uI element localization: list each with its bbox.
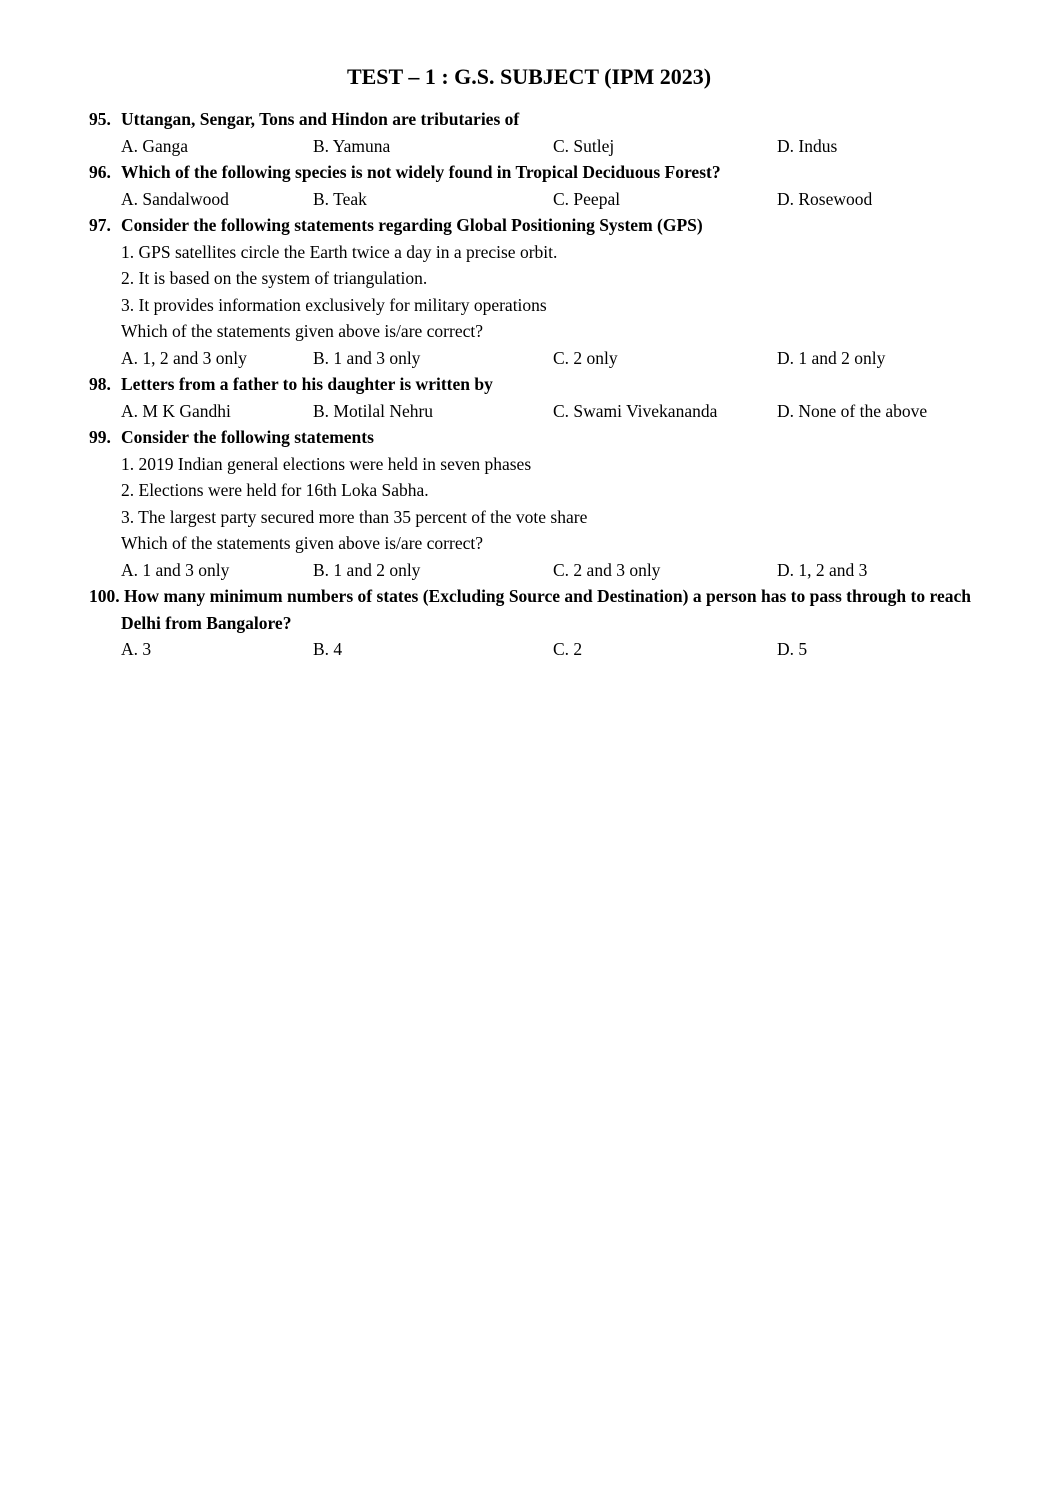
question-96 <box>89 159 971 212</box>
option-b: B. 1 and 3 only <box>313 347 421 368</box>
statement: 2. Elections were held for 16th Loka Sabha. <box>121 480 429 500</box>
option-c: C. 2 <box>553 639 583 659</box>
question-number: 97. <box>89 215 111 235</box>
option-a: A. 1 and 3 only <box>121 559 230 580</box>
option-d: D. 1 and 2 only <box>777 347 886 368</box>
options-row <box>89 133 971 160</box>
question-number: 96. <box>89 162 111 182</box>
question-number: 95. <box>89 109 111 129</box>
question-stem <box>89 424 971 451</box>
question-97 <box>89 212 971 371</box>
options-row <box>89 186 971 213</box>
question-number: 100. <box>89 586 120 606</box>
question-prompt: Which of the statements given above is/are correct? <box>121 533 483 553</box>
option-c: C. Peepal <box>553 188 621 209</box>
option-c: C. 2 and 3 only <box>553 559 661 580</box>
question-text: Letters from a father to his daughter is written by <box>121 374 493 394</box>
option-b: B. Motilal Nehru <box>313 400 434 421</box>
option-b: B. 1 and 2 only <box>313 559 421 580</box>
options-row <box>89 557 971 584</box>
option-d: D. Rosewood <box>777 188 873 209</box>
statement: 2. It is based on the system of triangulation. <box>121 268 428 288</box>
question-stem <box>89 106 971 133</box>
options-row <box>89 398 971 425</box>
option-a: A. Ganga <box>121 135 189 156</box>
question-text: Which of the following species is not widely found in Tropical Deciduous Forest? <box>121 162 721 182</box>
option-d: D. None of the above <box>777 400 928 421</box>
statement: 3. It provides information exclusively for military operations <box>121 294 547 315</box>
option-b: B. Yamuna <box>313 135 391 156</box>
question-text-with-number <box>89 583 972 636</box>
option-c: C. Swami Vivekananda <box>553 400 718 421</box>
option-d: D. 5 <box>777 639 808 659</box>
question-99 <box>89 424 971 583</box>
question-text: Consider the following statements regarding Global Positioning System (GPS) <box>121 215 703 235</box>
question-100 <box>89 583 971 663</box>
option-a: A. 1, 2 and 3 only <box>121 347 247 368</box>
question-text: Uttangan, Sengar, Tons and Hindon are tributaries of <box>121 109 520 129</box>
option-a: A. Sandalwood <box>121 188 229 209</box>
question-stem <box>89 212 971 239</box>
question-95 <box>89 106 971 159</box>
statement: 1. GPS satellites circle the Earth twice a day in a precise orbit. <box>121 241 558 262</box>
question-number: 99. <box>89 427 111 447</box>
question-list <box>89 106 971 663</box>
question-stem <box>89 583 971 636</box>
statement: 3. The largest party secured more than 35 percent of the vote share <box>121 506 588 527</box>
option-a: A. M K Gandhi <box>121 400 231 421</box>
option-b: B. 4 <box>313 639 343 659</box>
option-d: D. Indus <box>777 135 838 156</box>
page-title: TEST – 1 : G.S. SUBJECT (IPM 2023) <box>346 64 712 89</box>
option-c: C. 2 only <box>553 347 618 368</box>
option-d: D. 1, 2 and 3 <box>777 559 868 580</box>
question-number: 98. <box>89 374 111 394</box>
options-row <box>89 345 971 372</box>
options-row <box>89 636 971 663</box>
question-98 <box>89 371 971 424</box>
option-a: A. 3 <box>121 639 152 659</box>
question-prompt: Which of the statements given above is/are correct? <box>121 321 483 341</box>
question-text: Consider the following statements <box>121 427 374 447</box>
question-stem <box>89 159 971 186</box>
question-text: How many minimum numbers of states (Excluding Source and Destination) a person has to pass through to reach Delhi from Bangalore? <box>121 586 972 633</box>
option-c: C. Sutlej <box>553 135 615 156</box>
option-b: B. Teak <box>313 188 367 209</box>
statement: 1. 2019 Indian general elections were held in seven phases <box>121 453 532 474</box>
question-stem <box>89 371 971 398</box>
